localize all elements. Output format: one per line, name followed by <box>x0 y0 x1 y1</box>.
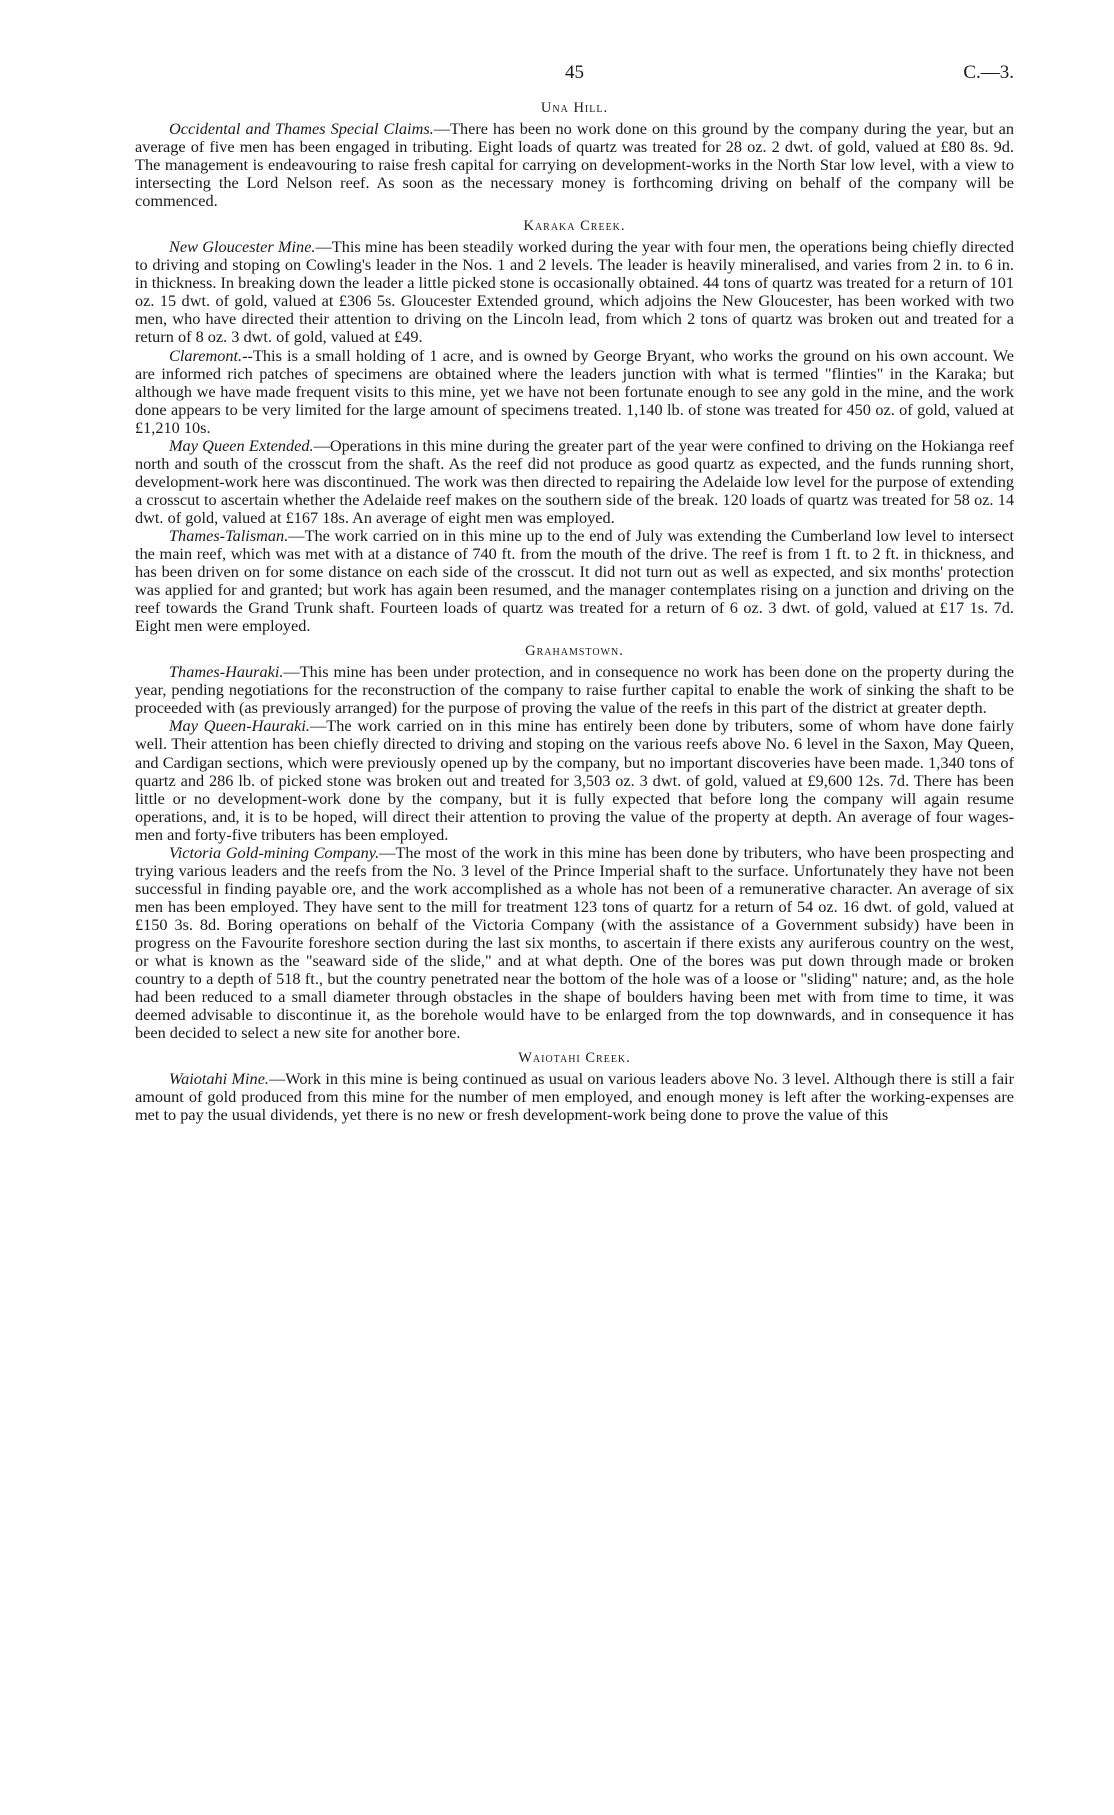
paragraph <box>135 663 1014 717</box>
paragraph <box>135 120 1014 210</box>
paragraph-title: Occidental and Thames Special Claims. <box>169 119 434 138</box>
paragraph-text: —This mine has been under protection, and in consequence no work has been done on the property during the year, pending negotiations for the reconstruction of the company to raise further capital to enable the work of sinking the shaft to be proceeded with (as previously arranged) for the purpose of proving the value of the reefs in this part of the district at greater depth. <box>135 662 1014 718</box>
document-reference: C.—3. <box>963 62 1014 83</box>
paragraph-title: Victoria Gold-mining Company. <box>169 842 380 862</box>
paragraph <box>135 527 1014 635</box>
paragraph-text: —There has been no work done on this ground by the company during the year, but an average of five men has been engaged in tributing. Eight loads of quartz was treated for 28 oz. 2 dwt. of gold, valued at £80 8s. 9d. The management is endeavouring to raise fresh capital for carrying on development-works in the North Star low level, with a view to intersecting the Lord Nelson reef. As soon as the necessary money is forthcoming driving on behalf of the company will be commenced. <box>135 119 1015 211</box>
paragraph-title: May Queen Extended. <box>169 435 314 455</box>
paragraph-title: Waiotahi Mine. <box>169 1069 269 1089</box>
section-heading-una-hill: Una Hill. <box>540 100 609 116</box>
paragraph <box>135 347 1014 437</box>
paragraph-title: Thames-Talisman. <box>169 525 289 545</box>
page-number: 45 <box>565 62 584 83</box>
paragraph-text: —Work in this mine is being continued as usual on various leaders above No. 3 level. Although there is still a fair amount of gold produced from this mine for the number of men employed, and enough money is left after the working-expenses are met to pay the usual dividends, yet there is no new or fresh development-work being done to prove the value of this <box>135 1069 1014 1125</box>
paragraph-text: —The work carried on in this mine up to the end of July was extending the Cumberland low level to intersect the main reef, which was met with at a distance of 740 ft. from the mouth of the drive. The reef is from 1 ft. to 2 ft. in thickness, and has been driven on for some distance on each side of the crosscut. It did not turn out as well as expected, and six months' protection was applied for and granted; but work has again been resumed, and the manager contemplates rising on a junction and driving on the reef towards the Grand Trunk shaft. Fourteen loads of quartz was treated for a return of 6 oz. 3 dwt. of gold, valued at £17 1s. 7d. Eight men were employed. <box>135 525 1014 636</box>
paragraph-text: —Operations in this mine during the greater part of the year were confined to driving on the Hokianga reef north and south of the crosscut from the shaft. As the reef did not produce as good quartz as expected, and the funds running short, development-work here was discontinued. The work was then directed to repairing the Adelaide low level for the purpose of extending a crosscut to ascertain whether the Adelaide reef makes on the southern side of the break. 120 loads of quartz was treated for 58 oz. 14 dwt. of gold, valued at £167 18s. An average of eight men was employed. <box>135 435 1014 527</box>
paragraph-text: —This mine has been steadily worked during the year with four men, the operations being chiefly directed to driving and stoping on Cowling's leader in the Nos. 1 and 2 levels. The leader is heavily mineralised, and varies from 2 in. to 6 in. in thickness. In breaking down the leader a little picked stone is occasionally obtained. 44 tons of quartz was treated for a return of 101 oz. 15 dwt. of gold, valued at £306 5s. Gloucester Extended ground, which adjoins the New Gloucester, has been worked with two men, who have directed their attention to driving on the Lincoln lead, from which 2 tons of quartz was broken out and treated for a return of 8 oz. 3 dwt. of gold, valued at £49. <box>135 237 1014 347</box>
paragraph <box>135 1070 1014 1124</box>
paragraph <box>135 717 1014 843</box>
paragraph-text: —The most of the work in this mine has been done by tributers, who have been prospecting and trying various leaders and the reefs from the No. 3 level of the Prince Imperial shaft to the surface. Unfortunately they have not been successful in finding payable ore, and the work accomplished as a whole has not been of a remunerative character. An average of six men has been employed. They have sent to the mill for treatment 123 tons of quartz for a return of 54 oz. 16 dwt. of gold, valued at £150 3s. 8d. Boring operations on behalf of the Victoria Company (with the assistance of a Government subsidy) have been in progress on the Favourite foreshore section during the last six months, to ascertain if there exists any auriferous country on the west, or what is known as the "seaward side of the slide," and at what depth. One of the bores was put down through made or broken country to a depth of 518 ft., but the country penetrated near the bottom of the hole was of a loose or "sliding" nature; and, as the hole had been reduced to a small diameter through obstacles in the shape of boulders having been met with from time to time, it was deemed advisable to discontinue it, as the borehole would have to be enlarged from the top downwards, and in consequence it has been decided to select a new site for another bore. <box>135 842 1014 1043</box>
paragraph-title: Claremont. <box>169 345 243 365</box>
paragraph-title: New Gloucester Mine. <box>169 237 316 257</box>
paragraph <box>135 437 1014 527</box>
section-heading-grahamstown: Grahamstown. <box>525 643 624 660</box>
paragraph-text: —The work carried on in this mine has entirely been done by tributers, some of whom have done fairly well. Their attention has been chiefly directed to driving and stoping on the various reefs above No. 6 level in the Saxon, May Queen, and Cardigan sections, which were previously opened up by the company, but no important discoveries have been made. 1,340 tons of quartz and 286 lb. of picked stone was broken out and treated for 3,503 oz. 3 dwt. of gold, valued at £9,600 12s. 7d. There has been little or no development-work done by the company, but it is fully expected that before long the company will again resume operations, and, it is to be hoped, will direct their attention to proving the value of the property at depth. An average of four wages-men and forty-five tributers has been employed. <box>135 716 1014 844</box>
paragraph-title: Thames-Hauraki. <box>169 662 284 682</box>
paragraph-text: --This is a small holding of 1 acre, and is owned by George Bryant, who works the ground on his own account. We are informed rich patches of specimens are obtained where the leaders junction with what is termed "flinties" in the Karaka; but although we have made frequent visits to this mine, yet we have not been fortunate enough to see any gold in the mine, and the work done appears to be very limited for the large amount of specimens treated. 1,140 lb. of stone was treated for 450 oz. of gold, valued at £1,210 10s. <box>135 345 1014 437</box>
page-header <box>135 62 1014 92</box>
section-heading-karaka-creek: Karaka Creek. <box>523 218 626 235</box>
paragraph <box>135 238 1014 346</box>
paragraph <box>135 844 1014 1043</box>
paragraph-title: May Queen-Hauraki. <box>169 716 310 736</box>
document-page <box>135 62 1014 1124</box>
section-heading-waiotahi-creek: Waiotahi Creek. <box>518 1050 631 1067</box>
